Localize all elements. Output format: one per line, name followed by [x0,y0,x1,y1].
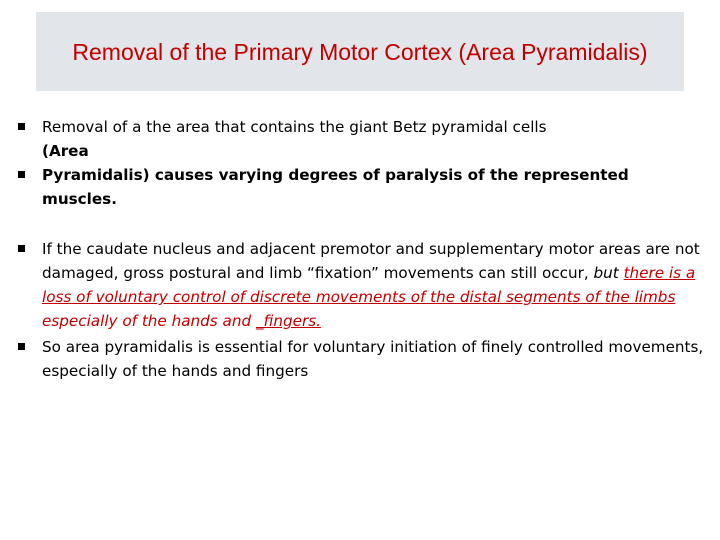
bullet-3-red-underlined-end: _fingers. [255,312,321,330]
bullet-item-2 [16,163,706,211]
bullet-item-1 [16,115,706,163]
bullet-3-lead: If the caudate nucleus and adjacent premotor and supplementary motor areas are not damaged, gross postural and limb “fixation” movements can still occur, [42,240,700,282]
slide-title-box [36,12,684,91]
square-bullet-icon [18,245,25,252]
square-bullet-icon [18,171,25,178]
square-bullet-icon [18,123,25,130]
bullet-4-text: So area pyramidalis is essential for voluntary initiation of finely controlled movements, especially of the hands and fingers [42,338,704,380]
square-bullet-icon [18,343,25,350]
slide-title: Removal of the Primary Motor Cortex (Area Pyramidalis) [72,38,648,65]
bullet-1-bold-tail: (Area [42,142,89,160]
slide-content [16,115,706,383]
bullet-item-4 [16,335,706,383]
bullet-2-text: Pyramidalis) causes varying degrees of paralysis of the represented muscles. [42,166,629,208]
bullet-1-text: Removal of a the area that contains the giant Betz pyramidal cells [42,118,547,136]
bullet-3-red-italic: especially of the hands and [42,312,256,330]
bullet-3-italic: but [593,264,624,282]
bullet-item-3 [16,237,706,333]
bullet-3-red-underlined: there is a loss of voluntary control of discrete movements of the distal segments of the limbs [42,264,696,306]
